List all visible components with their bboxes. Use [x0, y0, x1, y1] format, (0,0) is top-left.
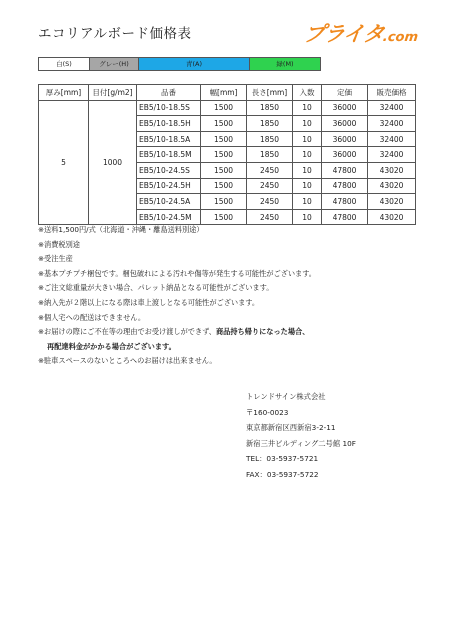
- list-price: 36000: [322, 131, 368, 147]
- list-price: 36000: [322, 116, 368, 132]
- page-title: エコリアルボード価格表: [38, 26, 192, 42]
- note-packaging: ※基本プチプチ梱包です。梱包破れによる汚れや傷等が発生する可能性がございます。: [38, 268, 316, 278]
- width: 1500: [201, 162, 247, 178]
- product-code: EB5/10-18.5H: [137, 116, 201, 132]
- note-parking: ※駐車スペースのないところへのお届けは出来ません。: [38, 356, 217, 366]
- product-code: EB5/10-24.5S: [137, 162, 201, 178]
- note-redelivery-prefix: ※お届けの際にご不在等の理由でお受け渡しができず、: [38, 327, 216, 337]
- product-code: EB5/10-24.5A: [137, 194, 201, 210]
- header-length: 長さ[mm]: [247, 85, 293, 101]
- sale-price: 32400: [368, 116, 416, 132]
- color-legend: [38, 57, 321, 71]
- sale-price: 43020: [368, 162, 416, 178]
- header-width: 幅[mm]: [201, 85, 247, 101]
- note-redelivery: [38, 325, 316, 340]
- list-price: 47800: [322, 178, 368, 194]
- length: 2450: [247, 194, 293, 210]
- product-code: EB5/10-18.5M: [137, 147, 201, 163]
- product-code: EB5/10-18.5A: [137, 131, 201, 147]
- length: 2450: [247, 209, 293, 225]
- list-price: 47800: [322, 209, 368, 225]
- company-tel: TEL：03-5937-5721: [246, 454, 319, 463]
- weight-cell: 1000: [89, 100, 137, 225]
- length: 2450: [247, 178, 293, 194]
- logo-suffix: .com: [382, 30, 419, 45]
- note-redelivery-fee: [38, 340, 316, 355]
- note-tax: ※消費税別途: [38, 239, 80, 249]
- list-price: 36000: [322, 147, 368, 163]
- legend-blue: 青(A): [139, 58, 250, 70]
- company-address-1: 東京都新宿区西新宿3-2-11: [246, 423, 336, 432]
- list-price: 47800: [322, 162, 368, 178]
- width: 1500: [201, 116, 247, 132]
- thickness-cell: 5: [39, 100, 89, 225]
- header-product-code: 品番: [137, 85, 201, 101]
- sale-price: 32400: [368, 131, 416, 147]
- company-info: [246, 389, 356, 482]
- width: 1500: [201, 178, 247, 194]
- width: 1500: [201, 147, 247, 163]
- legend-green: 緑(M): [250, 58, 320, 70]
- logo-main: プライタ: [302, 22, 385, 46]
- length: 1850: [247, 116, 293, 132]
- length: 2450: [247, 162, 293, 178]
- company-address-2: 新宿三井ビルディング二号館 10F: [246, 438, 356, 448]
- note-no-residential: ※個人宅への配送はできません。: [38, 312, 146, 322]
- note-redelivery-fee-bold: 再配達料金がかかる場合がございます。: [47, 341, 176, 351]
- note-made-to-order: ※受注生産: [38, 254, 73, 264]
- quantity: 10: [293, 116, 322, 132]
- sale-price: 32400: [368, 147, 416, 163]
- quantity: 10: [293, 147, 322, 163]
- company-fax: FAX：03-5937-5722: [246, 469, 319, 479]
- quantity: 10: [293, 100, 322, 116]
- quantity: 10: [293, 162, 322, 178]
- note-upper-floor: ※納入先が２階以上になる際は車上渡しとなる可能性がございます。: [38, 297, 260, 307]
- width: 1500: [201, 194, 247, 210]
- width: 1500: [201, 100, 247, 116]
- list-price: 36000: [322, 100, 368, 116]
- header-thickness: 厚み[mm]: [39, 85, 89, 101]
- product-code: EB5/10-24.5M: [137, 209, 201, 225]
- sale-price: 43020: [368, 194, 416, 210]
- price-table: [38, 84, 416, 225]
- notes-section: [38, 223, 316, 369]
- list-price: 47800: [322, 194, 368, 210]
- table-header-row: [39, 85, 416, 101]
- note-redelivery-bold: 商品持ち帰りになった場合、: [215, 327, 310, 337]
- quantity: 10: [293, 194, 322, 210]
- legend-gray: グレー(H): [90, 58, 139, 70]
- sale-price: 43020: [368, 178, 416, 194]
- product-code: EB5/10-18.5S: [137, 100, 201, 116]
- legend-white: 白(S): [39, 58, 90, 70]
- header-list-price: 定価: [322, 85, 368, 101]
- note-pallet: ※ご注文総重量が大きい場合、パレット納品となる可能性がございます。: [38, 283, 274, 293]
- product-code: EB5/10-24.5H: [137, 178, 201, 194]
- width: 1500: [201, 131, 247, 147]
- header-sale-price: 販売価格: [368, 85, 416, 101]
- header-weight: 目付[g/m2]: [89, 85, 137, 101]
- quantity: 10: [293, 178, 322, 194]
- sale-price: 43020: [368, 209, 416, 225]
- company-zip: 〒160-0023: [246, 407, 289, 417]
- quantity: 10: [293, 131, 322, 147]
- table-row: [39, 100, 416, 116]
- length: 1850: [247, 147, 293, 163]
- length: 1850: [247, 100, 293, 116]
- sale-price: 32400: [368, 100, 416, 116]
- header-quantity: 入数: [293, 85, 322, 101]
- note-shipping: ※送料1,500円/式（北海道・沖縄・離島送料別途）: [38, 225, 204, 234]
- width: 1500: [201, 209, 247, 225]
- length: 1850: [247, 131, 293, 147]
- company-name: トレンドサイン株式会社: [246, 392, 326, 401]
- quantity: 10: [293, 209, 322, 225]
- brand-logo[interactable]: [302, 18, 420, 48]
